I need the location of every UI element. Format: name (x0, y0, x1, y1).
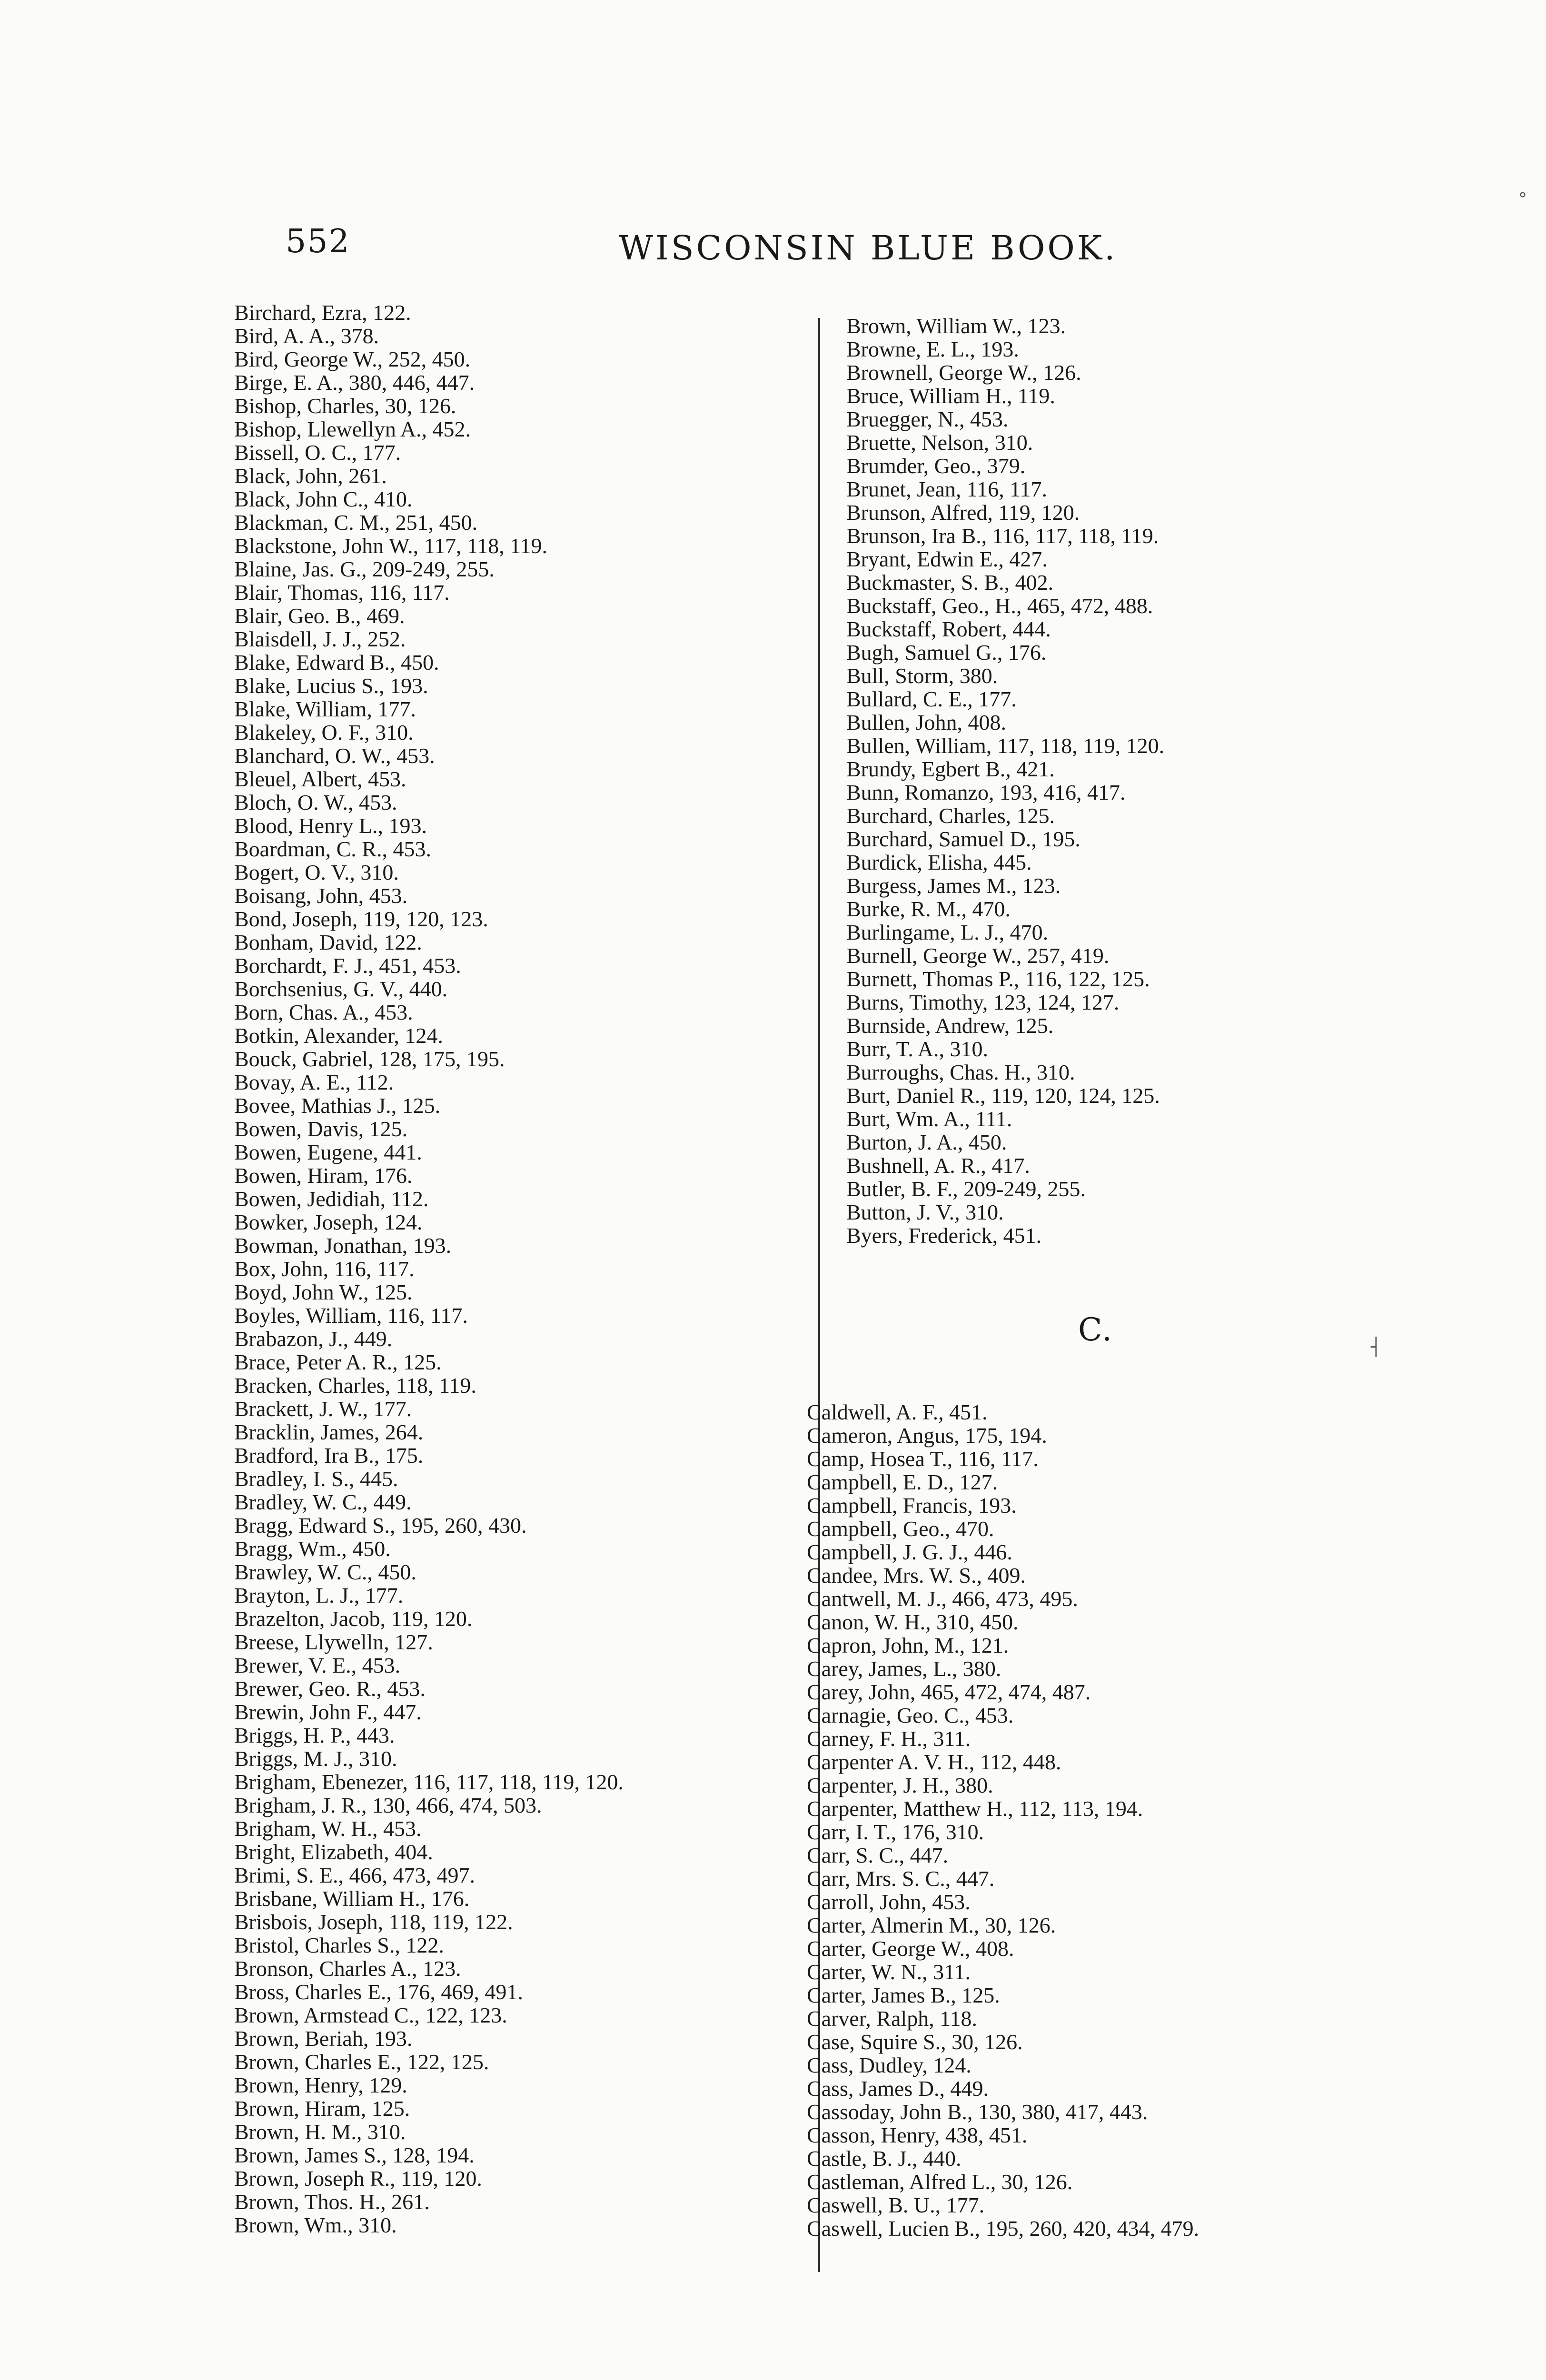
index-entry: Bruegger, N., 453. (846, 407, 1009, 431)
index-entry: Blake, Lucius S., 193. (234, 674, 428, 698)
index-entry: Brownell, George W., 126. (846, 360, 1081, 385)
index-entry: Bird, George W., 252, 450. (234, 347, 471, 371)
index-entry: Brown, William W., 123. (846, 314, 1066, 338)
index-entry: Brown, James S., 128, 194. (234, 2143, 475, 2167)
index-entry: Burchard, Charles, 125. (846, 803, 1055, 828)
index-entry: Caswell, Lucien B., 195, 260, 420, 434, 479. (807, 2216, 1199, 2241)
index-entry: Bowker, Joseph, 124. (234, 1210, 423, 1234)
index-entry: Burr, T. A., 310. (846, 1037, 989, 1061)
index-entry: Case, Squire S., 30, 126. (807, 2030, 1023, 2054)
index-entry: Blackstone, John W., 117, 118, 119. (234, 534, 548, 558)
index-entry: Carpenter, J. H., 380. (807, 1773, 993, 1797)
index-entry: Bouck, Gabriel, 128, 175, 195. (234, 1047, 505, 1071)
index-entry: Bryant, Edwin E., 427. (846, 547, 1048, 571)
index-entry: Bishop, Llewellyn A., 452. (234, 417, 471, 441)
index-entry: Boyles, William, 116, 117. (234, 1303, 468, 1328)
index-entry: Carpenter A. V. H., 112, 448. (807, 1750, 1061, 1774)
index-entry: Brown, Wm., 310. (234, 2213, 397, 2237)
index-entry: Bross, Charles E., 176, 469, 491. (234, 1980, 523, 2004)
index-entry: Brimi, S. E., 466, 473, 497. (234, 1863, 476, 1887)
index-entry: Boisang, John, 453. (234, 883, 408, 908)
index-entry: Campbell, J. G. J., 446. (807, 1540, 1012, 1564)
index-entry: Cassoday, John B., 130, 380, 417, 443. (807, 2100, 1148, 2124)
index-entry: Bristol, Charles S., 122. (234, 1933, 444, 1957)
index-entry: Briggs, M. J., 310. (234, 1746, 397, 1771)
index-entry: Brabazon, J., 449. (234, 1327, 393, 1351)
index-entry: Burt, Daniel R., 119, 120, 124, 125. (846, 1083, 1160, 1108)
index-column-left (234, 301, 815, 2237)
index-entry: Bowen, Jedidiah, 112. (234, 1187, 429, 1211)
index-entry: Cameron, Angus, 175, 194. (807, 1423, 1047, 1448)
index-entry: Bond, Joseph, 119, 120, 123. (234, 907, 488, 931)
index-entry: Bowman, Jonathan, 193. (234, 1233, 452, 1258)
index-entry: Carnagie, Geo. C., 453. (807, 1703, 1014, 1727)
index-entry: Brumder, Geo., 379. (846, 454, 1026, 478)
index-entry: Bracken, Charles, 118, 119. (234, 1373, 476, 1398)
index-entry: Burdick, Elisha, 445. (846, 850, 1032, 874)
index-entry: Brewin, John F., 447. (234, 1700, 422, 1724)
index-entry: Borchsenius, G. V., 440. (234, 977, 448, 1001)
index-entry: Bloch, O. W., 453. (234, 790, 397, 814)
index-entry: Brown, Armstead C., 122, 123. (234, 2003, 507, 2027)
index-entry: Brundy, Egbert B., 421. (846, 757, 1055, 781)
index-entry: Carey, James, L., 380. (807, 1656, 1001, 1681)
index-entry: Bullard, C. E., 177. (846, 687, 1017, 711)
index-entry: Carey, John, 465, 472, 474, 487. (807, 1680, 1091, 1704)
running-head: WISCONSIN BLUE BOOK. (619, 228, 1118, 268)
index-entry: Bushnell, A. R., 417. (846, 1153, 1030, 1178)
index-entry: Bracklin, James, 264. (234, 1420, 424, 1444)
index-entry: Bowen, Davis, 125. (234, 1117, 408, 1141)
index-entry: Bleuel, Albert, 453. (234, 767, 406, 791)
index-entry: Burnside, Andrew, 125. (846, 1013, 1054, 1038)
index-entry: Bogert, O. V., 310. (234, 860, 399, 884)
index-entry: Box, John, 116, 117. (234, 1257, 415, 1281)
index-entry: Campbell, E. D., 127. (807, 1470, 998, 1494)
index-entry: Carney, F. H., 311. (807, 1726, 971, 1751)
index-entry: Burlingame, L. J., 470. (846, 920, 1049, 944)
index-entry: Candee, Mrs. W. S., 409. (807, 1563, 1026, 1587)
index-entry: Blair, Thomas, 116, 117. (234, 580, 450, 605)
index-entry: Bull, Storm, 380. (846, 664, 998, 688)
index-entry: Bullen, John, 408. (846, 710, 1007, 734)
index-entry: Burton, J. A., 450. (846, 1130, 1007, 1154)
index-entry: Bowen, Hiram, 176. (234, 1163, 413, 1188)
index-entry: Blair, Geo. B., 469. (234, 604, 405, 628)
index-entry: Cass, James D., 449. (807, 2076, 989, 2101)
index-entry: Carroll, John, 453. (807, 1890, 971, 1914)
index-entry: Brown, Thos. H., 261. (234, 2190, 430, 2214)
index-entry: Blaisdell, J. J., 252. (234, 627, 406, 651)
index-entry: Bradford, Ira B., 175. (234, 1443, 424, 1468)
index-entry: Capron, John, M., 121. (807, 1633, 1009, 1657)
index-entry: Cantwell, M. J., 466, 473, 495. (807, 1587, 1078, 1611)
index-entry: Bissell, O. C., 177. (234, 440, 401, 465)
margin-tick-mark: ┤ (1371, 1338, 1381, 1357)
index-entry: Brewer, V. E., 453. (234, 1653, 401, 1677)
index-entry: Cass, Dudley, 124. (807, 2053, 971, 2077)
index-entry: Bragg, Edward S., 195, 260, 430. (234, 1513, 527, 1537)
index-entry: Boardman, C. R., 453. (234, 837, 431, 861)
index-entry: Carter, James B., 125. (807, 1983, 1000, 2007)
index-entry: Burnell, George W., 257, 419. (846, 943, 1110, 968)
index-entry: Carpenter, Matthew H., 112, 113, 194. (807, 1796, 1143, 1821)
index-entry: Blake, Edward B., 450. (234, 650, 439, 674)
index-entry: Botkin, Alexander, 124. (234, 1023, 443, 1048)
index-entry: Bruette, Nelson, 310. (846, 430, 1033, 455)
index-entry: Born, Chas. A., 453. (234, 1000, 413, 1024)
index-entry: Burke, R. M., 470. (846, 897, 1011, 921)
index-entry: Bright, Elizabeth, 404. (234, 1840, 433, 1864)
index-entry: Carter, W. N., 311. (807, 1960, 971, 1984)
index-entry: Carver, Ralph, 118. (807, 2006, 977, 2031)
index-entry: Brunson, Alfred, 119, 120. (846, 500, 1080, 525)
index-entry: Brown, Hiram, 125. (234, 2096, 410, 2121)
index-entry: Breese, Llywelln, 127. (234, 1630, 433, 1654)
index-entry: Bradley, W. C., 449. (234, 1490, 412, 1514)
index-entry: Bishop, Charles, 30, 126. (234, 394, 456, 418)
index-column-right-c (807, 1400, 1387, 2240)
index-entry: Castle, B. J., 440. (807, 2146, 961, 2171)
index-entry: Bovee, Mathias J., 125. (234, 1093, 441, 1118)
page-number: 552 (286, 223, 350, 260)
index-entry: Blood, Henry L., 193. (234, 813, 427, 838)
index-entry: Brazelton, Jacob, 119, 120. (234, 1606, 473, 1631)
index-entry: Burt, Wm. A., 111. (846, 1107, 1012, 1131)
index-entry: Brown, Joseph R., 119, 120. (234, 2166, 482, 2191)
index-entry: Bruce, William H., 119. (846, 384, 1055, 408)
index-entry: Brown, H. M., 310. (234, 2120, 406, 2144)
index-entry: Carter, Almerin M., 30, 126. (807, 1913, 1056, 1937)
index-entry: Campbell, Francis, 193. (807, 1493, 1017, 1517)
index-entry: Blake, William, 177. (234, 697, 416, 721)
index-entry: Carr, I. T., 176, 310. (807, 1820, 984, 1844)
index-entry: Blaine, Jas. G., 209-249, 255. (234, 557, 495, 581)
index-entry: Browne, E. L., 193. (846, 337, 1019, 361)
index-entry: Brisbane, William H., 176. (234, 1886, 470, 1911)
index-entry: Brisbois, Joseph, 118, 119, 122. (234, 1910, 513, 1934)
index-column-right-b (846, 314, 1384, 1247)
index-entry: Brunson, Ira B., 116, 117, 118, 119. (846, 524, 1159, 548)
index-entry: Boyd, John W., 125. (234, 1280, 413, 1304)
index-entry: Bonham, David, 122. (234, 930, 422, 954)
index-entry: Bragg, Wm., 450. (234, 1537, 391, 1561)
index-entry: Burroughs, Chas. H., 310. (846, 1060, 1075, 1084)
index-entry: Bradley, I. S., 445. (234, 1467, 398, 1491)
index-entry: Castleman, Alfred L., 30, 126. (807, 2170, 1073, 2194)
index-entry: Carr, S. C., 447. (807, 1843, 949, 1867)
index-entry: Brigham, W. H., 453. (234, 1816, 422, 1841)
index-entry: Caswell, B. U., 177. (807, 2193, 985, 2217)
index-entry: Birge, E. A., 380, 446, 447. (234, 370, 475, 395)
index-entry: Campbell, Geo., 470. (807, 1517, 994, 1541)
index-entry: Brewer, Geo. R., 453. (234, 1676, 426, 1701)
index-entry: Brigham, J. R., 130, 466, 474, 503. (234, 1793, 542, 1817)
index-entry: Brunet, Jean, 116, 117. (846, 477, 1048, 501)
index-entry: Caldwell, A. F., 451. (807, 1400, 988, 1424)
index-entry: Bugh, Samuel G., 176. (846, 640, 1047, 664)
index-entry: Bunn, Romanzo, 193, 416, 417. (846, 780, 1126, 804)
index-entry: Burchard, Samuel D., 195. (846, 827, 1080, 851)
index-entry: Brown, Beriah, 193. (234, 2026, 413, 2051)
index-entry: Burnett, Thomas P., 116, 122, 125. (846, 967, 1150, 991)
index-entry: Brigham, Ebenezer, 116, 117, 118, 119, 120. (234, 1770, 624, 1794)
index-entry: Brayton, L. J., 177. (234, 1583, 404, 1607)
index-entry: Brown, Henry, 129. (234, 2073, 407, 2097)
index-entry: Blakeley, O. F., 310. (234, 720, 414, 744)
index-entry: Black, John C., 410. (234, 487, 413, 511)
index-entry: Carr, Mrs. S. C., 447. (807, 1866, 995, 1891)
index-entry: Buckstaff, Robert, 444. (846, 617, 1051, 641)
index-entry: Borchardt, F. J., 451, 453. (234, 953, 461, 978)
index-entry: Birchard, Ezra, 122. (234, 300, 411, 325)
index-entry: Brackett, J. W., 177. (234, 1397, 412, 1421)
index-entry: Button, J. V., 310. (846, 1200, 1004, 1224)
margin-dot-mark: ° (1518, 189, 1527, 209)
index-entry: Camp, Hosea T., 116, 117. (807, 1447, 1039, 1471)
index-entry: Brawley, W. C., 450. (234, 1560, 416, 1584)
index-entry: Buckstaff, Geo., H., 465, 472, 488. (846, 594, 1153, 618)
index-entry: Burns, Timothy, 123, 124, 127. (846, 990, 1120, 1014)
index-entry: Black, John, 261. (234, 464, 387, 488)
index-entry: Briggs, H. P., 443. (234, 1723, 395, 1747)
index-entry: Canon, W. H., 310, 450. (807, 1610, 1019, 1634)
index-entry: Casson, Henry, 438, 451. (807, 2123, 1028, 2147)
index-entry: Buckmaster, S. B., 402. (846, 570, 1054, 595)
index-entry: Carter, George W., 408. (807, 1936, 1014, 1961)
index-entry: Bullen, William, 117, 118, 119, 120. (846, 734, 1165, 758)
index-entry: Blanchard, O. W., 453. (234, 744, 435, 768)
index-entry: Blackman, C. M., 251, 450. (234, 510, 478, 535)
index-entry: Butler, B. F., 209-249, 255. (846, 1177, 1086, 1201)
index-entry: Brown, Charles E., 122, 125. (234, 2050, 489, 2074)
index-entry: Bird, A. A., 378. (234, 324, 379, 348)
index-entry: Bovay, A. E., 112. (234, 1070, 394, 1094)
index-entry: Byers, Frederick, 451. (846, 1223, 1042, 1248)
section-letter: C. (1078, 1311, 1113, 1348)
index-entry: Bronson, Charles A., 123. (234, 1956, 461, 1981)
index-entry: Bowen, Eugene, 441. (234, 1140, 422, 1164)
index-entry: Burgess, James M., 123. (846, 873, 1061, 898)
index-entry: Brace, Peter A. R., 125. (234, 1350, 442, 1374)
